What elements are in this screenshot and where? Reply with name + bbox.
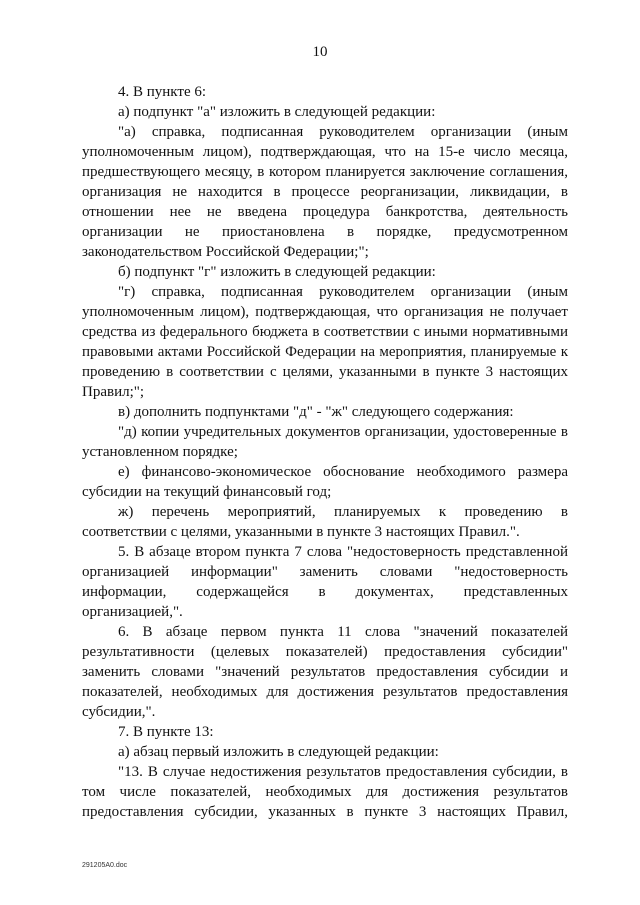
document-body — [82, 82, 568, 822]
paragraph: "13. В случае недостижения результатов предоставления субсидии, в том числе показателей, необходимых для достижения результатов предоставления субсидии, указанных в пункте 3 настоящих Правил, — [82, 764, 568, 820]
paragraph: "а) справка, подписанная руководителем организации (иным уполномоченным лицом), подтверждающая, что на 15-е число месяца, предшествующего месяцу, в котором планируется заключение соглашения, организация не находится в процессе реорганизации, ликвидации, в отношении нее не введена процедура банкротства, деятельность организации не приостановлена в порядке, предусмотренном законодательством Российской Федерации;"; — [82, 124, 568, 260]
page-number: 10 — [312, 44, 328, 60]
paragraph: б) подпункт "г" изложить в следующей редакции: — [118, 264, 436, 280]
paragraph: 7. В пункте 13: — [118, 724, 214, 740]
paragraph: ж) перечень мероприятий, планируемых к проведению в соответствии с целями, указанными в пункте 3 настоящих Правил.". — [82, 504, 568, 540]
paragraph: в) дополнить подпунктами "д" - "ж" следующего содержания: — [118, 404, 514, 420]
paragraph: 4. В пункте 6: — [118, 84, 207, 100]
file-name-footer: 291205A0.doc — [82, 862, 128, 869]
paragraph: 6. В абзаце первом пункта 11 слова "значений показателей результативности (целевых показателей) предоставления субсидии" заменить словами "значений результатов предоставления субсидии и показателей, необходимых для достижения результатов предоставления субсидии,". — [82, 624, 568, 720]
paragraph: е) финансово-экономическое обоснование необходимого размера субсидии на текущий финансовый год; — [82, 464, 568, 500]
paragraph: а) абзац первый изложить в следующей редакции: — [118, 744, 439, 760]
paragraph: а) подпункт "а" изложить в следующей редакции: — [118, 104, 436, 120]
paragraph: "г) справка, подписанная руководителем организации (иным уполномоченным лицом), подтверждающая, что организация не получает средства из федерального бюджета в соответствии с иными нормативными правовыми актами Российской Федерации на мероприятия, планируемые к проведению в соответствии с целями, указанными в пункте 3 настоящих Правил;"; — [82, 284, 568, 400]
paragraph: 5. В абзаце втором пункта 7 слова "недостоверность представленной организацией информации" заменить словами "недостоверность информации, содержащейся в документах, представленных организацией,". — [82, 544, 568, 620]
paragraph: "д) копии учредительных документов организации, удостоверенные в установленном порядке; — [82, 424, 568, 460]
